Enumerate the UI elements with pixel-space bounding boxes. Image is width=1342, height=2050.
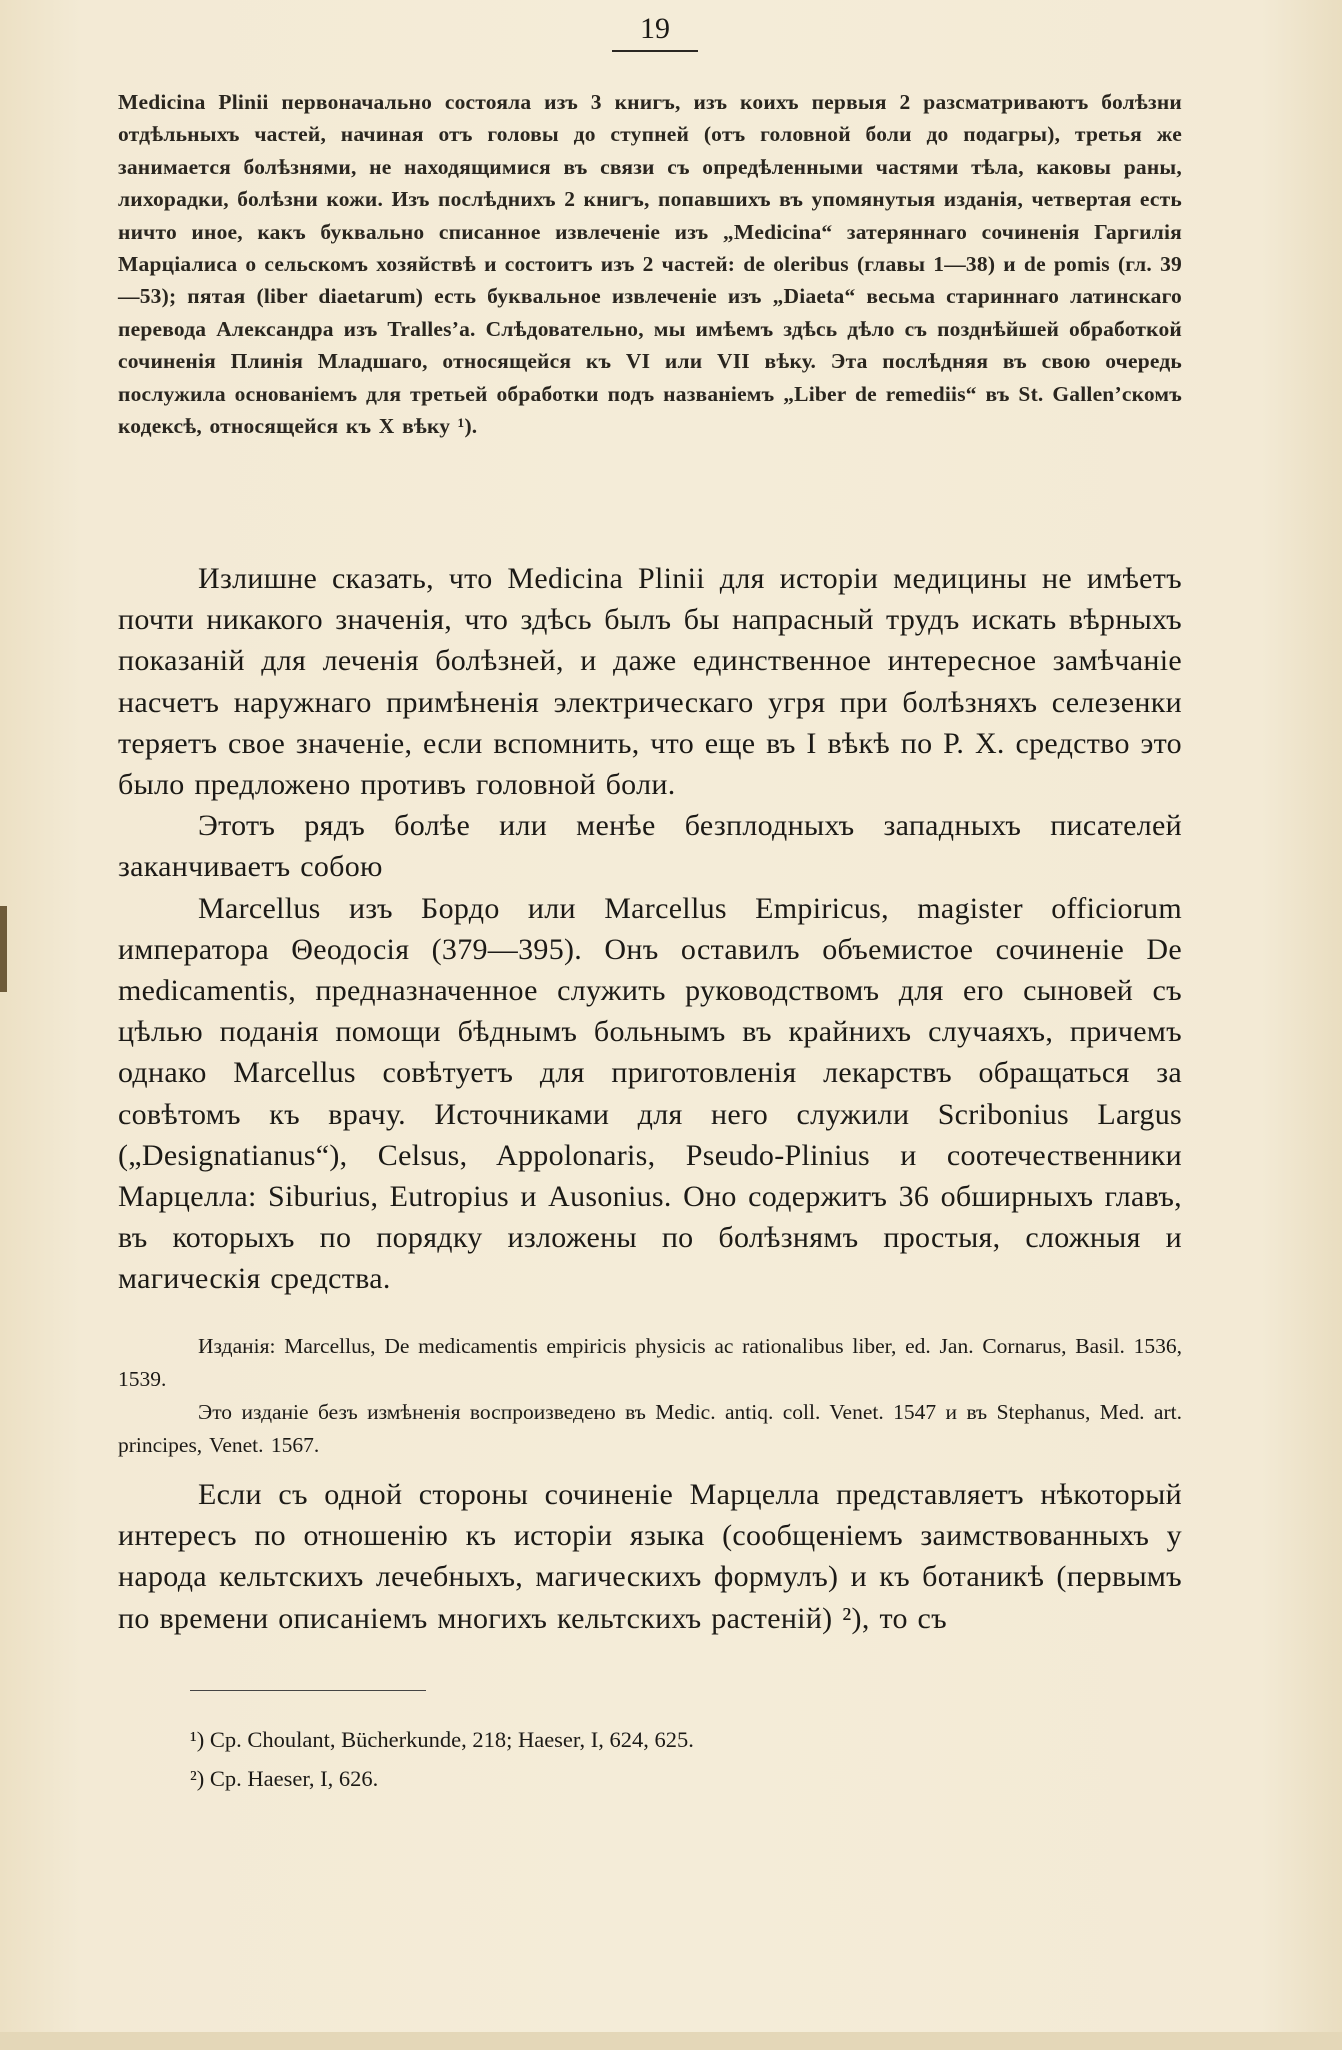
- paragraph-marcellus: Marcellus изъ Бордо или Marcellus Empiricus, magister officiorum императора Θеодосія (379—395). Онъ оставилъ объемистое сочиненіе De medicamentis, предназначенное служить руководствомъ для его сыновей съ цѣлью поданія помощи бѣднымъ больнымъ въ крайнихъ случаяхъ, причемъ однако Marcellus совѣтуетъ для приготовленія лекарствъ обращаться за совѣтомъ къ врачу. Источниками для него служили Scribonius Largus („Designatianus“), Celsus, Appolonaris, Pseudo-Plinius и соотечественники Марцелла: Siburius, Eutropius и Ausonius. Оно содержитъ 36 обширныхъ главъ, въ которыхъ по порядку изложены по болѣзнямъ простыя, сложныя и магическія средства.: [118, 891, 1182, 1296]
- editions-note-2: Это изданіе безъ измѣненія воспроизведено въ Medic. antiq. coll. Venet. 1547 и въ Stephanus, Med. art. principes, Venet. 1567.: [118, 1400, 1182, 1457]
- page-number: 19: [640, 12, 670, 45]
- paragraph-medicina-plinii: Излишне сказать, что Medicina Plinii для исторіи медицины не имѣетъ почти никакого значенія, что здѣсь былъ бы напрасный трудъ искать вѣрныхъ показаній для леченія болѣзней, и даже единственное интересное замѣчаніе насчетъ наружнаго примѣненія электрическаго угря при болѣзняхъ селезенки теряетъ свое значеніе, если вспомнить, что еще въ I вѣкѣ по Р. X. средство это было предложено противъ головной боли.: [118, 562, 1182, 802]
- editions-note-block: [118, 1330, 1182, 1462]
- footnote-2: ²) Cp. Haeser, I, 626.: [190, 1766, 379, 1791]
- footnotes: [190, 1720, 1090, 1798]
- editions-note: Изданія: Marcellus, De medicamentis empiricis physicis ac rationalibus liber, ed. Jan. Cornarus, Basil. 1536, 1539.: [118, 1334, 1182, 1391]
- top-paragraph: Medicina Plinii первоначально состояла изъ 3 книгъ, изъ коихъ первыя 2 разсматриваютъ болѣзни отдѣльныхъ частей, начиная отъ головы до ступней (отъ головной боли до подагры), третья же занимается болѣзнями, не находящимися въ связи съ опредѣленными частями тѣла, каковы раны, лихорадки, болѣзни кожи. Изъ послѣднихъ 2 книгъ, попавшихъ въ упомянутыя изданія, четвертая есть ничто иное, какъ буквально списанное извлеченіе изъ „Medicina“ затеряннаго сочиненія Гаргилія Марціалиса о сельскомъ хозяйствѣ и состоитъ изъ 2 частей: de oleribus (главы 1—38) и de pomis (гл. 39—53); пятая (liber diaetarum) есть буквальное извлеченіе изъ „Diaeta“ весьма стариннаго латинскаго перевода Александра изъ Tralles’а. Слѣдовательно, мы имѣемъ здѣсь дѣло съ позднѣйшей обработкой сочиненія Плинія Младшаго, относящейся къ VI или VII вѣку. Эта послѣдняя въ свою очередь послужила основаніемъ для третьей обработки подъ названіемъ „Liber de remediis“ въ St. Gallen’скомъ кодексѣ, относящейся къ X вѣку ¹).: [118, 90, 1182, 439]
- page-edge-mark: [0, 906, 7, 992]
- footnote-divider: [190, 1690, 426, 1691]
- page-bottom-edge: [0, 2032, 1342, 2050]
- footnote-1: ¹) Cp. Choulant, Bücherkunde, 218; Haeser, I, 624, 625.: [190, 1727, 694, 1752]
- top-paragraph-block: [118, 86, 1182, 442]
- paragraph-marcellus-interest: Если съ одной стороны сочиненіе Марцелла представляетъ нѣкоторый интересъ по отношенію къ исторіи языка (сообщеніемъ заимствованныхъ у народа кельтскихъ лечебныхъ, магическихъ формулъ) и къ ботаникѣ (первымъ по времени описаніемъ многихъ кельтскихъ растеній) ²), то съ: [118, 1478, 1182, 1635]
- page-number-underline: [612, 50, 698, 52]
- last-text-block: [118, 1474, 1182, 1639]
- main-text-block: [118, 558, 1182, 1300]
- paragraph-western-writers: Этотъ рядъ болѣе или менѣе безплодныхъ западныхъ писателей заканчиваетъ собою: [118, 809, 1182, 884]
